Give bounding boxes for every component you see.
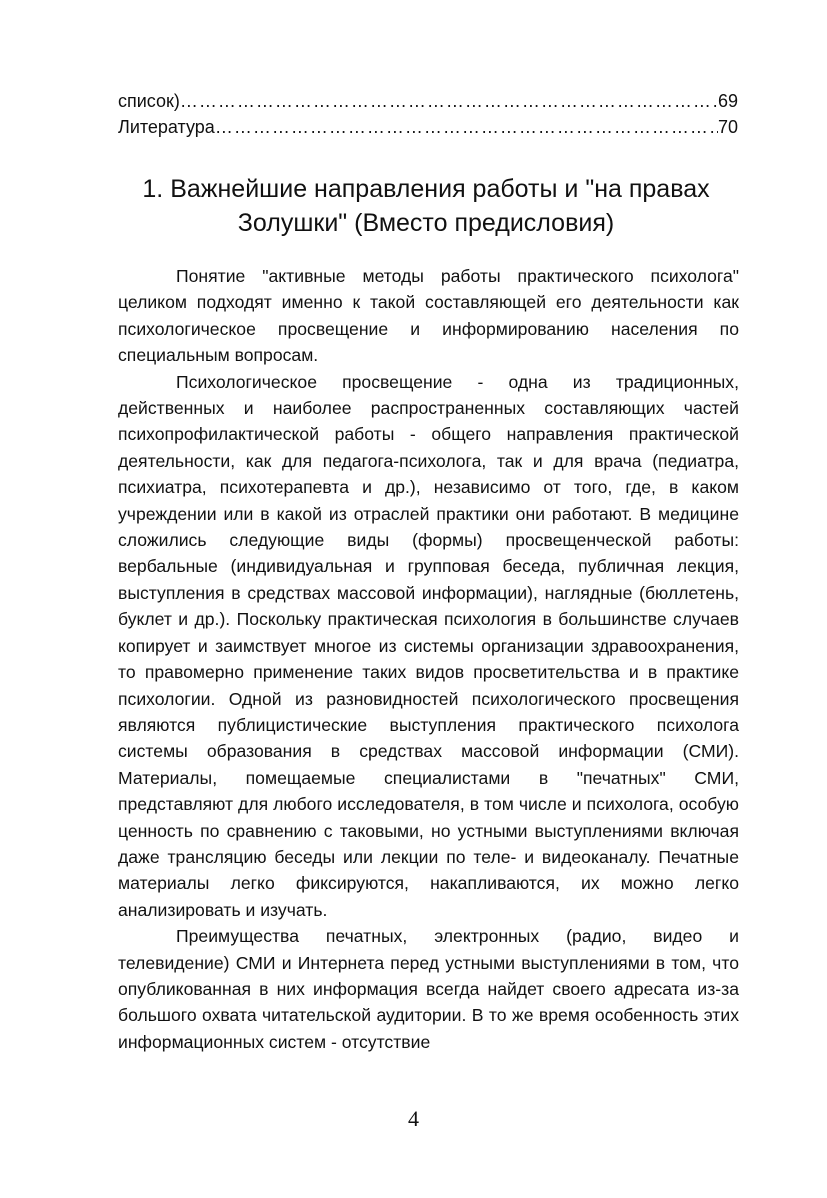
chapter-title: 1. Важнейшие направления работы и "на правах Золушки" (Вместо предисловия)	[142, 175, 710, 237]
table-of-contents	[118, 88, 738, 140]
paragraph: Понятие "активные методы работы практического психолога" целиком подходят именно к такой составляющей его деятельности как психологическое просвещение и информированию населения по специальным вопросам.	[118, 266, 739, 366]
toc-entry[interactable]	[118, 88, 738, 114]
body-text	[118, 263, 739, 1055]
page-number: 4	[408, 1106, 419, 1131]
paragraph: Преимущества печатных, электронных (радио, видео и телевидение) СМИ и Интернета перед устными выступлениями в том, что опубликованная в них информация всегда найдет своего адресата из-за большого охвата читательской аудитории. В то же время особенность этих информационных систем - отсутствие	[118, 926, 739, 1052]
toc-entry-label: Литература	[118, 117, 215, 137]
toc-entry-page: 70	[717, 117, 738, 137]
toc-entry-page: 69	[717, 91, 738, 111]
toc-entry-label: список)	[118, 91, 180, 111]
paragraph: Психологическое просвещение - одна из традиционных, действенных и наиболее распространенных составляющих частей психопрофилактической работы - общего направления практической деятельности, как для педагога-психолога, так и для врача (педиатра, психиатра, психотерапевта и др.), независимо от того, где, в каком учреждении или в какой из отраслей практики они работают. В медицине сложились следующие виды (формы) просвещенческой работы: вербальные (индивидуальная и групповая беседа, публичная лекция, выступления в средствах массовой информации), наглядные (бюллетень, буклет и др.). Поскольку практическая психология в большинстве случаев копирует и заимствует многое из системы организации здравоохранения, то правомерно применение таких видов просветительства и в практике психологии. Одной из разновидностей психологического просвещения являются публицистические выступления практического психолога системы образования в средствах массовой информации (СМИ). Материалы, помещаемые специалистами в "печатных" СМИ, представляют для любого исследователя, в том числе и психолога, особую ценность по сравнению с таковыми, но устными выступлениями включая даже трансляцию беседы или лекции по теле- и видеоканалу. Печатные материалы легко фиксируются, накапливаются, их можно легко анализировать и изучать.	[118, 371, 739, 920]
toc-dot-leader	[215, 114, 718, 140]
toc-entry[interactable]	[118, 114, 738, 140]
toc-dot-leader	[180, 88, 718, 114]
